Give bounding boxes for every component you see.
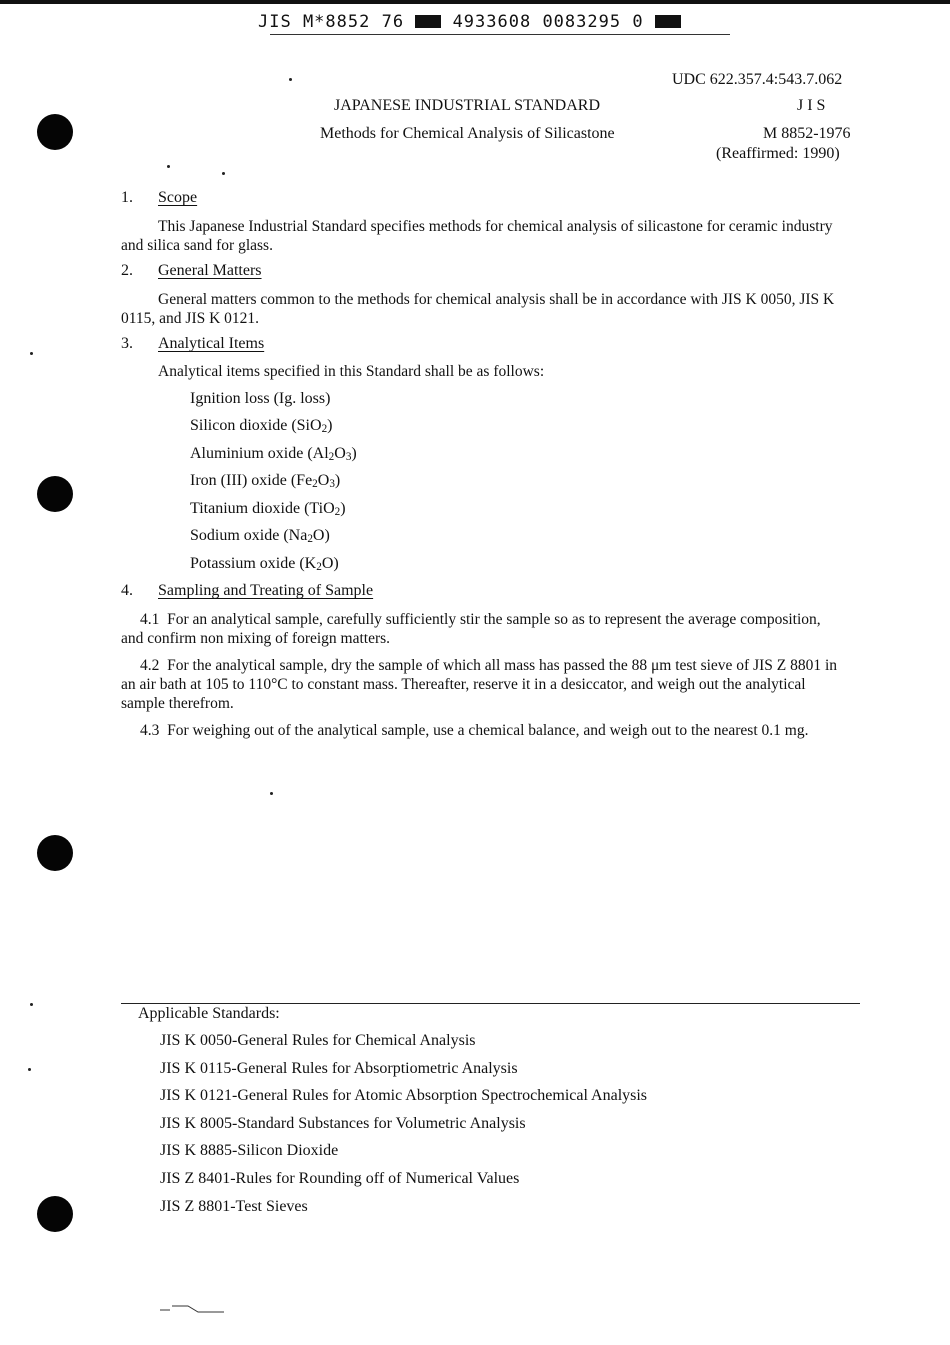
scan-top-border bbox=[0, 0, 950, 4]
analytical-item: Silicon dioxide (SiO$_2$) bbox=[190, 417, 333, 435]
section-number: 3. bbox=[121, 335, 133, 352]
analytical-item: Potassium oxide $(K_2O)$ bbox=[190, 555, 339, 573]
applicable-standard-item: JIS K 0121-General Rules for Atomic Absorption Spectrochemical Analysis bbox=[160, 1087, 648, 1104]
scan-block-mark bbox=[655, 15, 681, 28]
scan-speck bbox=[28, 1068, 31, 1071]
scan-speck bbox=[222, 172, 225, 175]
scan-code-middle: 4933608 0083295 0 bbox=[452, 12, 644, 32]
scan-speck bbox=[30, 1003, 33, 1006]
udc-code: UDC 622.357.4:543.7.062 bbox=[672, 71, 843, 88]
applicable-standard-item: JIS Z 8401-Rules for Rounding off of Numerical Values bbox=[160, 1170, 520, 1187]
scan-speck bbox=[270, 792, 273, 795]
applicable-standard-item: JIS K 0115-General Rules for Absorptiometric Analysis bbox=[160, 1060, 518, 1077]
scan-block-mark bbox=[415, 15, 441, 28]
analytical-item: Iron (III) oxide $(Fe_2O_3)$ bbox=[190, 472, 341, 490]
standard-organization: JAPANESE INDUSTRIAL STANDARD bbox=[334, 97, 600, 114]
scan-code-left: JIS M*8852 76 bbox=[258, 12, 405, 32]
applicable-standards-title: Applicable Standards: bbox=[138, 1005, 280, 1022]
scan-header-code bbox=[258, 12, 681, 32]
section-number: 4. bbox=[121, 582, 133, 599]
section-body-analytical-items: Analytical items specified in this Standard shall be as follows: bbox=[158, 363, 545, 380]
scan-underline bbox=[270, 34, 730, 35]
punch-hole bbox=[37, 476, 73, 512]
jis-mark: J I S bbox=[797, 97, 826, 114]
applicable-standard-item: JIS K 8005-Standard Substances for Volumetric Analysis bbox=[160, 1115, 526, 1132]
section-title-sampling: Sampling and Treating of Sample bbox=[158, 582, 374, 599]
scan-speck bbox=[289, 78, 292, 81]
applicable-standard-item: JIS K 8885-Silicon Dioxide bbox=[160, 1142, 339, 1159]
reaffirmed-date: (Reaffirmed: 1990) bbox=[716, 145, 840, 162]
subclause-4-2: 4.2 For the analytical sample, dry the sample of which all mass has passed the 88 μm test sieve of JIS Z 8801 in an air bath at 105 to 110°C to constant mass. Thereafter, reserve it in a desiccator, and weigh out the analytical sample therefrom. bbox=[121, 657, 838, 712]
scan-speck bbox=[167, 165, 170, 168]
punch-hole bbox=[37, 1196, 73, 1232]
analytical-item: Sodium oxide $(Na_2O)$ bbox=[190, 527, 330, 545]
subclause-4-1: 4.1 For an analytical sample, carefully sufficiently stir the sample so as to represent the average composition, and confirm non mixing of foreign matters. bbox=[121, 611, 821, 647]
punch-hole bbox=[37, 114, 73, 150]
footnote-rule bbox=[121, 1003, 860, 1004]
document-title: Methods for Chemical Analysis of Silicastone bbox=[320, 125, 615, 142]
applicable-standard-item: JIS Z 8801-Test Sieves bbox=[160, 1198, 308, 1215]
scan-speck bbox=[30, 352, 33, 355]
section-title-scope: Scope bbox=[158, 189, 198, 206]
section-number: 1. bbox=[121, 189, 133, 206]
applicable-standard-item: JIS K 0050-General Rules for Chemical Analysis bbox=[160, 1032, 476, 1049]
section-title-general-matters: General Matters bbox=[158, 262, 262, 279]
analytical-item: Ignition loss (Ig. loss) bbox=[190, 390, 331, 407]
punch-hole bbox=[37, 835, 73, 871]
section-title-analytical-items: Analytical Items bbox=[158, 335, 265, 352]
pen-mark bbox=[158, 1300, 228, 1316]
section-body-general-matters: General matters common to the methods for chemical analysis shall be in accordance with JIS K 0050, JIS K 0115, and JIS K 0121. bbox=[121, 291, 835, 327]
standard-number: M 8852-1976 bbox=[763, 125, 851, 142]
section-body-scope: This Japanese Industrial Standard specifies methods for chemical analysis of silicastone for ceramic industry and silica sand for glass. bbox=[121, 218, 833, 254]
section-number: 2. bbox=[121, 262, 133, 279]
subclause-4-3: 4.3 For weighing out of the analytical sample, use a chemical balance, and weigh out to the nearest 0.1 mg. bbox=[140, 722, 809, 739]
analytical-item: Titanium dioxide (TiO$_2$) bbox=[190, 500, 346, 518]
analytical-item: Aluminium oxide $(Al_2O_3)$ bbox=[190, 445, 357, 463]
